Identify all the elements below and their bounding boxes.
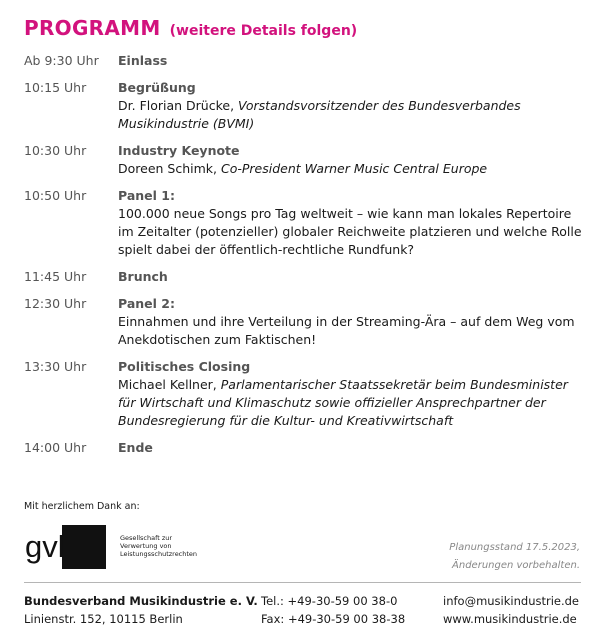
email-link[interactable]: info@musikindustrie.de [443,594,580,608]
gvl-caption [120,534,197,558]
program-item [24,358,584,430]
program-item-description: 100.000 neue Songs pro Tag weltweit – wie kann man lokales Repertoire im Zeitalter (potenzieller) globaler Reichweite platzieren und welche Rolle spielt dabei der öffentlich-rechtliche Rundfunk? [118,206,582,257]
gvl-caption-line: Gesellschaft zur [120,534,173,542]
footer-contact [443,592,579,628]
planning-date: Planungsstand 17.5.2023, [449,542,580,553]
street-address: Linienstr. 152, 10115 Berlin [24,612,183,626]
speaker-role: Co-President Warner Music Central Europe [220,161,488,176]
program-item-title: Brunch [118,269,168,284]
planning-note [449,539,580,575]
gvl-caption-line: Leistungsschutzrechten [120,550,198,558]
program-item-title: Politisches Closing [118,359,251,374]
program-item-description [118,97,584,133]
program-item-description [118,160,584,178]
program-item-title: Ende [118,440,153,455]
program-content [118,187,584,259]
program-item-description: Einnahmen und ihre Verteilung in der Streaming-Ära – auf dem Weg vom Anekdotischen zum Faktischen! [118,314,575,347]
program-content [118,295,584,349]
program-time: 13:30 Uhr [24,359,87,374]
footer-divider [24,582,581,583]
program-item [24,79,584,133]
program-time: 11:45 Uhr [24,269,87,284]
program-item [24,52,584,70]
organization-name: Bundesverband Musikindustrie e. V. [24,594,258,608]
gvl-caption-line: Verwertung von [120,542,172,550]
program-time: 14:00 Uhr [24,440,87,455]
program-item [24,439,584,457]
program-item-title: Begrüßung [118,80,196,95]
program-content [118,358,584,430]
program-item-title: Panel 2: [118,296,175,311]
program-item [24,295,584,349]
planning-disclaimer: Änderungen vorbehalten. [452,560,580,571]
speaker-name: Dr. Florian Drücke, [118,98,239,113]
program-item-description [118,376,584,430]
program-content [118,52,584,70]
title-subtitle: (weitere Details folgen) [169,23,358,39]
program-time: 10:50 Uhr [24,188,87,203]
thanks-label: Mit herzlichem Dank an: [24,501,140,512]
title-main: PROGRAMM [24,16,161,40]
speaker-name: Doreen Schimk, [118,161,221,176]
speaker-name: Michael Kellner, [118,377,221,392]
program-content [118,142,584,178]
speaker-role: Vorstandsvorsitzender des Bundesverbandes Musikindustrie (BVMI) [118,98,521,131]
footer-phone [261,592,405,628]
program-list [24,52,584,457]
gvl-logo [24,525,106,569]
fax: Fax: +49-30-59 00 38-38 [261,612,406,626]
speaker-role: Parlamentarischer Staatssekretär beim Bundesminister für Wirtschaft und Klimaschutz sowie offizieller Ansprechpartner der Bundesregierung für die Kultur- und Kreativwirtschaft [118,377,568,428]
program-item-title: Industry Keynote [118,143,240,158]
program-item [24,187,584,259]
program-content [118,79,584,133]
gvl-logo-text: gvl [25,529,65,564]
program-time: 12:30 Uhr [24,296,87,311]
telephone: Tel.: +49-30-59 00 38-0 [261,594,398,608]
program-time: Ab 9:30 Uhr [24,53,99,68]
program-time: 10:30 Uhr [24,143,87,158]
program-item-title: Panel 1: [118,188,175,203]
program-item-title: Einlass [118,53,168,68]
program-title [24,16,357,40]
program-time: 10:15 Uhr [24,80,87,95]
program-item [24,268,584,286]
program-item [24,142,584,178]
footer-address [24,592,258,628]
program-content [118,268,584,286]
program-content [118,439,584,457]
website-link[interactable]: www.musikindustrie.de [443,612,577,626]
